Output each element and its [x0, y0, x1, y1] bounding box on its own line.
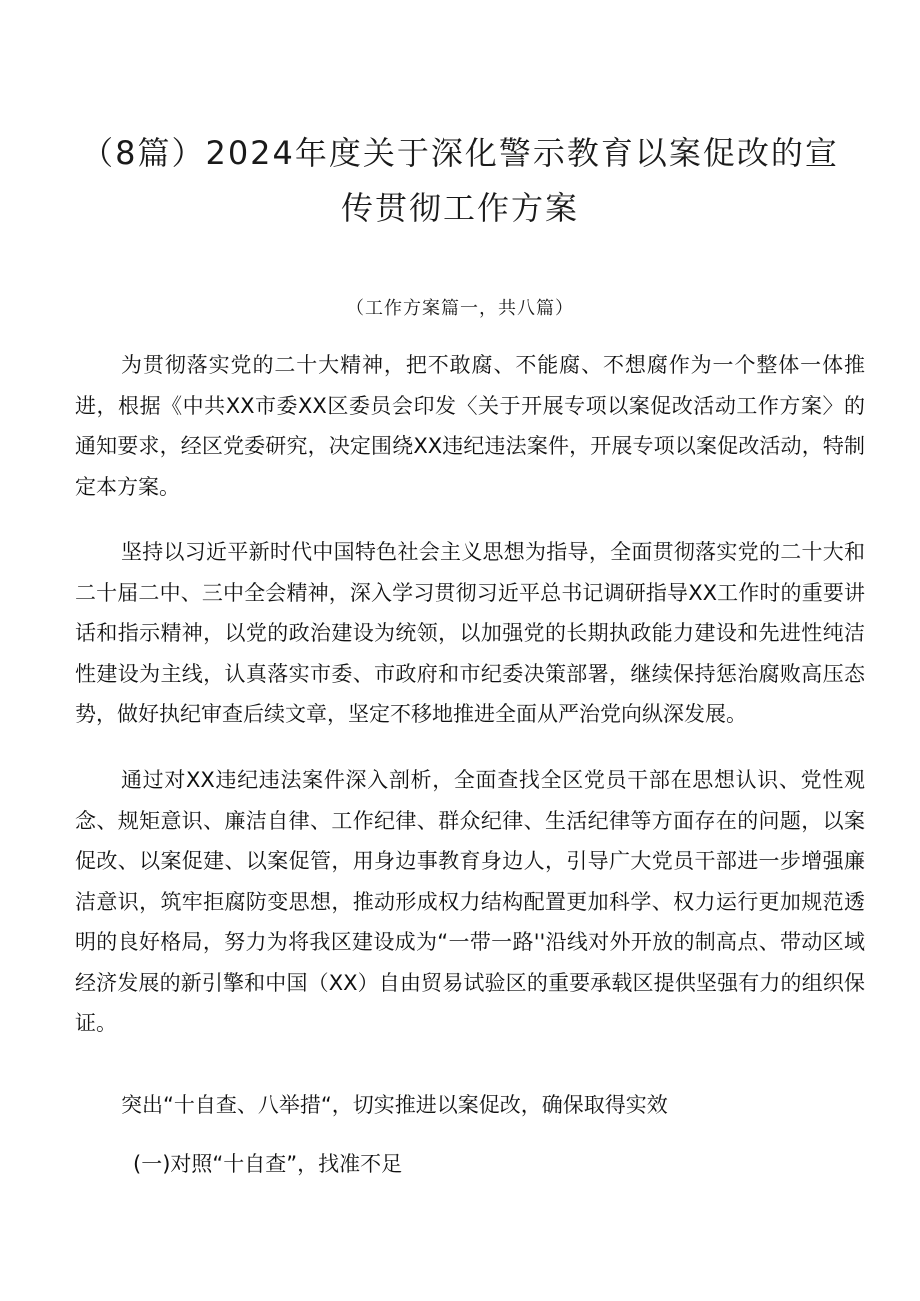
paragraph-intro: 为贯彻落实党的二十大精神，把不敢腐、不能腐、不想腐作为一个整体一体推进，根据《中共XX市委XX区委员会印发〈关于开展专项以案促改活动工作方案〉的通知要求，经区党委研究，决定围绕XX违纪违法案件，开展专项以案促改活动，特制定本方案。	[75, 353, 865, 499]
paragraph-guiding-ideology: 坚持以习近平新时代中国特色社会主义思想为指导，全面贯彻落实党的二十大和二十届二中、三中全会精神，深入学习贯彻习近平总书记调研指导XX工作时的重要讲话和指示精神，以党的政治建设为统领，以加强党的长期执政能力建设和先进性纯洁性建设为主线，认真落实市委、市政府和市纪委决策部署，继续保持惩治腐败高压态势，做好执纪审查后续文章，坚定不移地推进全面从严治党向纵深发展。	[75, 540, 865, 726]
document-subtitle: （工作方案篇一，共八篇）	[346, 298, 574, 319]
section-heading: 突出“十自查、八举措“，切实推进以案促改，确保取得实效	[121, 1093, 668, 1117]
paragraph-objectives: 通过对XX违纪违法案件深入剖析，全面查找全区党员干部在思想认识、党性观念、规矩意识、廉洁自律、工作纪律、群众纪律、生活纪律等方面存在的问题，以案促改、以案促建、以案促管，用身边事教育身边人，引导广大党员干部进一步增强廉洁意识，筑牢拒腐防变思想，推动形成权力结构配置更加科学、权力运行更加规范透明的良好格局，努力为将我区建设成为“一带一路''沿线对外开放的制高点、带动区域经济发展的新引擎和中国（XX）自由贸易试验区的重要承载区提供坚强有力的组织保证。	[75, 768, 865, 1035]
document-title-line1: （8篇）2024年度关于深化警示教育以案促改的宣	[81, 134, 839, 172]
subsection-heading: (一)对照“十自查”，找准不足	[133, 1152, 403, 1176]
document-title-line2: 传贯彻工作方案	[340, 189, 579, 227]
